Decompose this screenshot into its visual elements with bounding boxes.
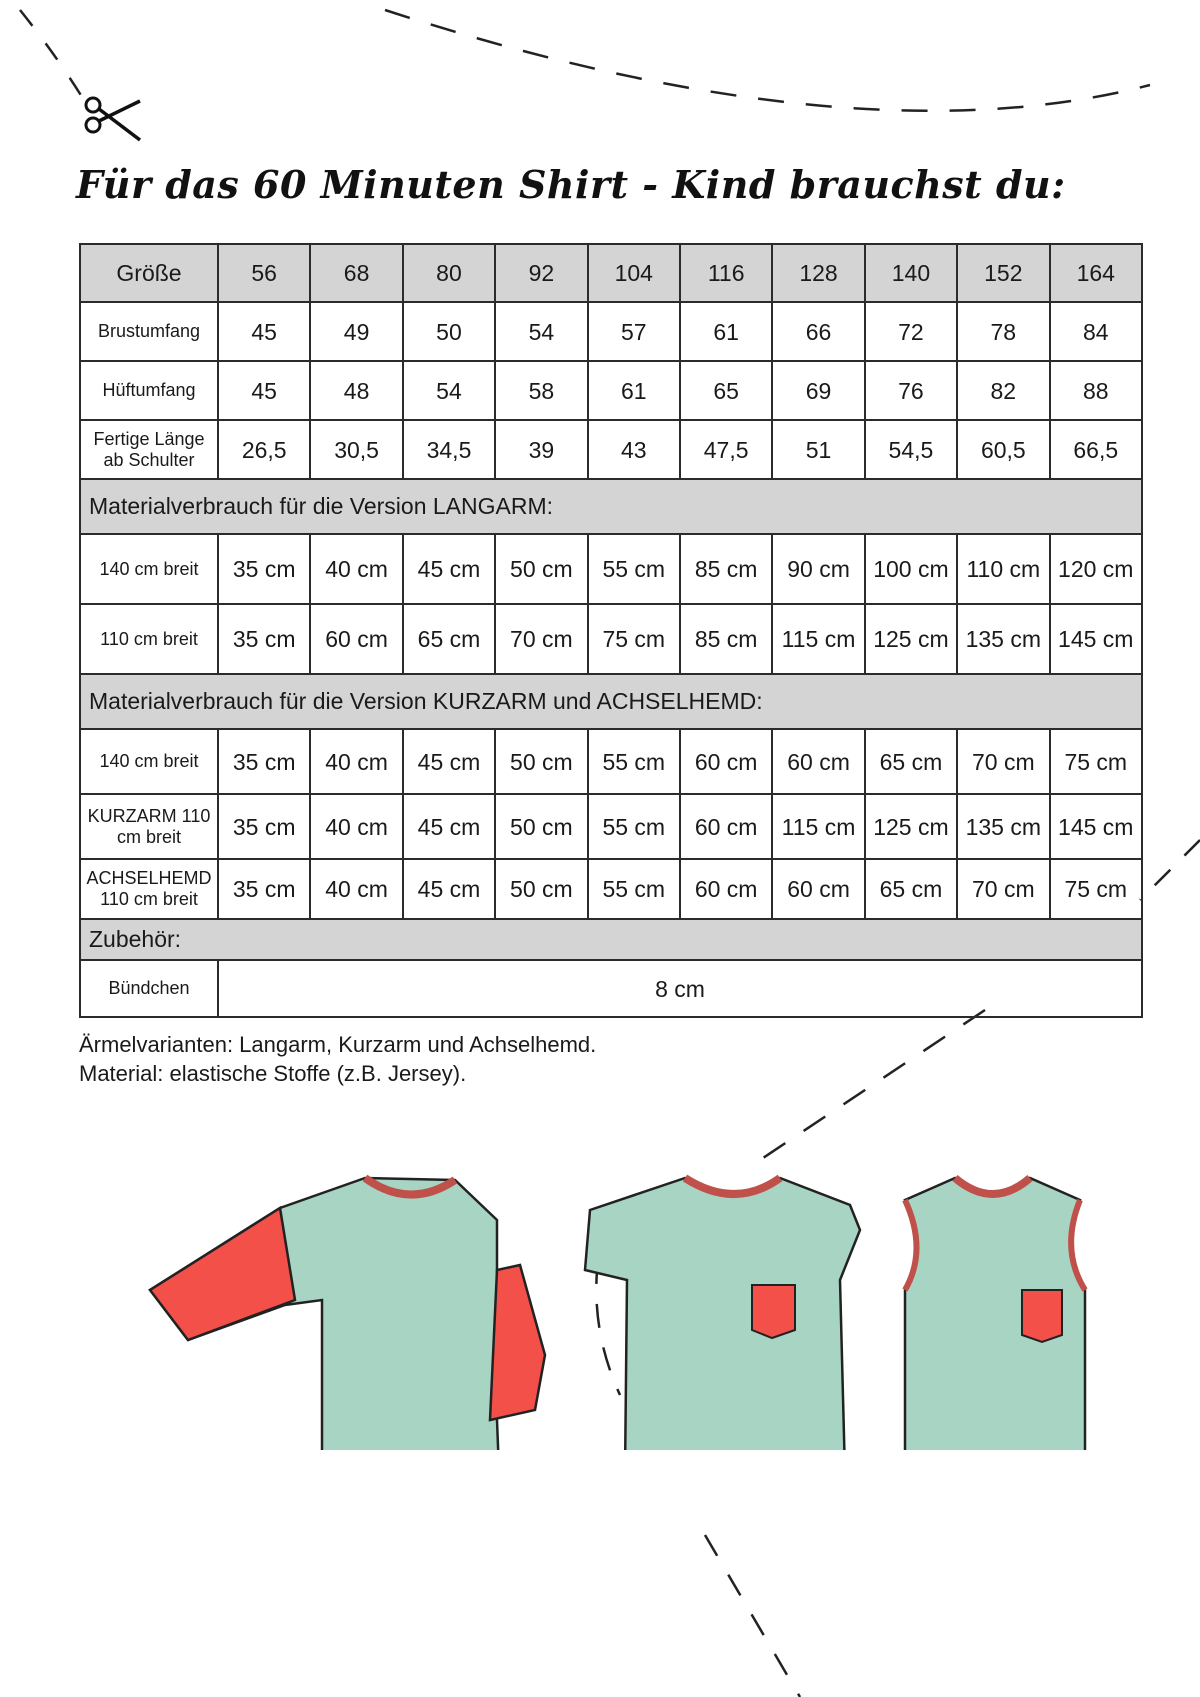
table-cell: 88 xyxy=(1050,361,1142,420)
table-cell: 35 cm xyxy=(218,729,310,794)
table-cell: 35 cm xyxy=(218,794,310,859)
section-header-kurzarm xyxy=(80,674,1142,729)
section-title: Zubehör: xyxy=(80,919,1142,960)
table-row-achselhemd-110 xyxy=(80,859,1142,919)
table-cell: 40 cm xyxy=(310,534,402,604)
table-cell: 135 cm xyxy=(957,604,1049,674)
table-cell: 60,5 xyxy=(957,420,1049,479)
table-row-buendchen xyxy=(80,960,1142,1017)
table-cell: 70 cm xyxy=(495,604,587,674)
table-cell: 8 cm xyxy=(218,960,1142,1017)
table-cell: 50 xyxy=(403,302,495,361)
table-cell: 40 cm xyxy=(310,794,402,859)
table-cell: 65 cm xyxy=(403,604,495,674)
table-cell: 66,5 xyxy=(1050,420,1142,479)
table-row-kurzarm-140 xyxy=(80,729,1142,794)
table-cell: 70 cm xyxy=(957,859,1049,919)
table-cell: 60 cm xyxy=(680,859,772,919)
table-cell: 50 cm xyxy=(495,794,587,859)
table-cell: 90 cm xyxy=(772,534,864,604)
table-cell: 84 xyxy=(1050,302,1142,361)
table-cell: 82 xyxy=(957,361,1049,420)
table-cell: 30,5 xyxy=(310,420,402,479)
table-cell: 110 cm xyxy=(957,534,1049,604)
table-cell: 45 cm xyxy=(403,794,495,859)
table-cell: 85 cm xyxy=(680,604,772,674)
note-line: Material: elastische Stoffe (z.B. Jersey). xyxy=(79,1061,467,1086)
table-cell: 50 cm xyxy=(495,859,587,919)
size-col: 140 xyxy=(865,244,957,302)
table-cell: 54 xyxy=(403,361,495,420)
row-label: 140 cm breit xyxy=(80,534,218,604)
row-label: 140 cm breit xyxy=(80,729,218,794)
table-cell: 45 cm xyxy=(403,729,495,794)
table-cell: 55 cm xyxy=(588,794,680,859)
table-cell: 55 cm xyxy=(588,729,680,794)
table-cell: 65 cm xyxy=(865,859,957,919)
table-cell: 54,5 xyxy=(865,420,957,479)
table-cell: 60 cm xyxy=(680,794,772,859)
size-header-label: Größe xyxy=(80,244,218,302)
table-cell: 34,5 xyxy=(403,420,495,479)
table-cell: 78 xyxy=(957,302,1049,361)
table-cell: 60 cm xyxy=(772,859,864,919)
table-cell: 75 cm xyxy=(1050,859,1142,919)
table-cell: 120 cm xyxy=(1050,534,1142,604)
table-cell: 125 cm xyxy=(865,794,957,859)
size-col: 116 xyxy=(680,244,772,302)
table-cell: 135 cm xyxy=(957,794,1049,859)
table-cell: 115 cm xyxy=(772,794,864,859)
page-title: Für das 60 Minuten Shirt - Kind brauchst du: xyxy=(76,162,1066,207)
table-cell: 57 xyxy=(588,302,680,361)
table-cell: 145 cm xyxy=(1050,794,1142,859)
table-cell: 60 cm xyxy=(310,604,402,674)
size-table xyxy=(79,243,1143,1018)
table-cell: 45 cm xyxy=(403,859,495,919)
table-cell: 45 xyxy=(218,361,310,420)
table-cell: 55 cm xyxy=(588,859,680,919)
size-col: 128 xyxy=(772,244,864,302)
table-row-langarm-110 xyxy=(80,604,1142,674)
table-cell: 35 cm xyxy=(218,859,310,919)
table-cell: 45 xyxy=(218,302,310,361)
table-cell: 26,5 xyxy=(218,420,310,479)
table-cell: 125 cm xyxy=(865,604,957,674)
table-cell: 76 xyxy=(865,361,957,420)
table-cell: 75 cm xyxy=(588,604,680,674)
table-row-kurzarm-110 xyxy=(80,794,1142,859)
table-row-laenge xyxy=(80,420,1142,479)
section-header-langarm xyxy=(80,479,1142,534)
table-row-brustumfang xyxy=(80,302,1142,361)
table-cell: 75 cm xyxy=(1050,729,1142,794)
shirt-shortsleeve xyxy=(585,1178,860,1450)
table-cell: 58 xyxy=(495,361,587,420)
row-label: KURZARM 110 cm breit xyxy=(80,794,218,859)
section-header-zubehoer xyxy=(80,919,1142,960)
table-cell: 65 xyxy=(680,361,772,420)
table-cell: 60 cm xyxy=(680,729,772,794)
table-cell: 54 xyxy=(495,302,587,361)
row-label: Fertige Länge ab Schulter xyxy=(80,420,218,479)
section-title: Materialverbrauch für die Version KURZARM und ACHSELHEMD: xyxy=(80,674,1142,729)
table-cell: 50 cm xyxy=(495,534,587,604)
table-row-langarm-140 xyxy=(80,534,1142,604)
table-cell: 61 xyxy=(680,302,772,361)
size-col: 80 xyxy=(403,244,495,302)
table-cell: 72 xyxy=(865,302,957,361)
table-cell: 55 cm xyxy=(588,534,680,604)
table-cell: 69 xyxy=(772,361,864,420)
table-cell: 66 xyxy=(772,302,864,361)
shirt-sleeveless xyxy=(905,1178,1085,1450)
table-cell: 60 cm xyxy=(772,729,864,794)
table-cell: 40 cm xyxy=(310,729,402,794)
section-title: Materialverbrauch für die Version LANGARM: xyxy=(80,479,1142,534)
table-cell: 35 cm xyxy=(218,604,310,674)
size-col: 164 xyxy=(1050,244,1142,302)
size-col: 92 xyxy=(495,244,587,302)
row-label: Brustumfang xyxy=(80,302,218,361)
row-label: Hüftumfang xyxy=(80,361,218,420)
size-col: 56 xyxy=(218,244,310,302)
scissors-icon xyxy=(86,98,140,140)
table-cell: 85 cm xyxy=(680,534,772,604)
table-cell: 51 xyxy=(772,420,864,479)
size-col: 104 xyxy=(588,244,680,302)
table-cell: 115 cm xyxy=(772,604,864,674)
table-cell: 70 cm xyxy=(957,729,1049,794)
table-cell: 50 cm xyxy=(495,729,587,794)
table-row-hueftumfang xyxy=(80,361,1142,420)
shirt-longsleeve xyxy=(150,1178,545,1450)
table-cell: 35 cm xyxy=(218,534,310,604)
size-col: 68 xyxy=(310,244,402,302)
notes xyxy=(79,1030,596,1088)
row-label: ACHSELHEMD 110 cm breit xyxy=(80,859,218,919)
table-cell: 100 cm xyxy=(865,534,957,604)
size-col: 152 xyxy=(957,244,1049,302)
table-cell: 40 cm xyxy=(310,859,402,919)
table-cell: 145 cm xyxy=(1050,604,1142,674)
table-cell: 45 cm xyxy=(403,534,495,604)
size-header-row xyxy=(80,244,1142,302)
table-cell: 39 xyxy=(495,420,587,479)
shirt-illustrations xyxy=(0,1150,1200,1450)
table-cell: 61 xyxy=(588,361,680,420)
table-cell: 48 xyxy=(310,361,402,420)
table-cell: 43 xyxy=(588,420,680,479)
row-label: 110 cm breit xyxy=(80,604,218,674)
note-line: Ärmelvarianten: Langarm, Kurzarm und Achselhemd. xyxy=(79,1032,597,1057)
table-cell: 47,5 xyxy=(680,420,772,479)
table-cell: 65 cm xyxy=(865,729,957,794)
row-label: Bündchen xyxy=(80,960,218,1017)
table-cell: 49 xyxy=(310,302,402,361)
